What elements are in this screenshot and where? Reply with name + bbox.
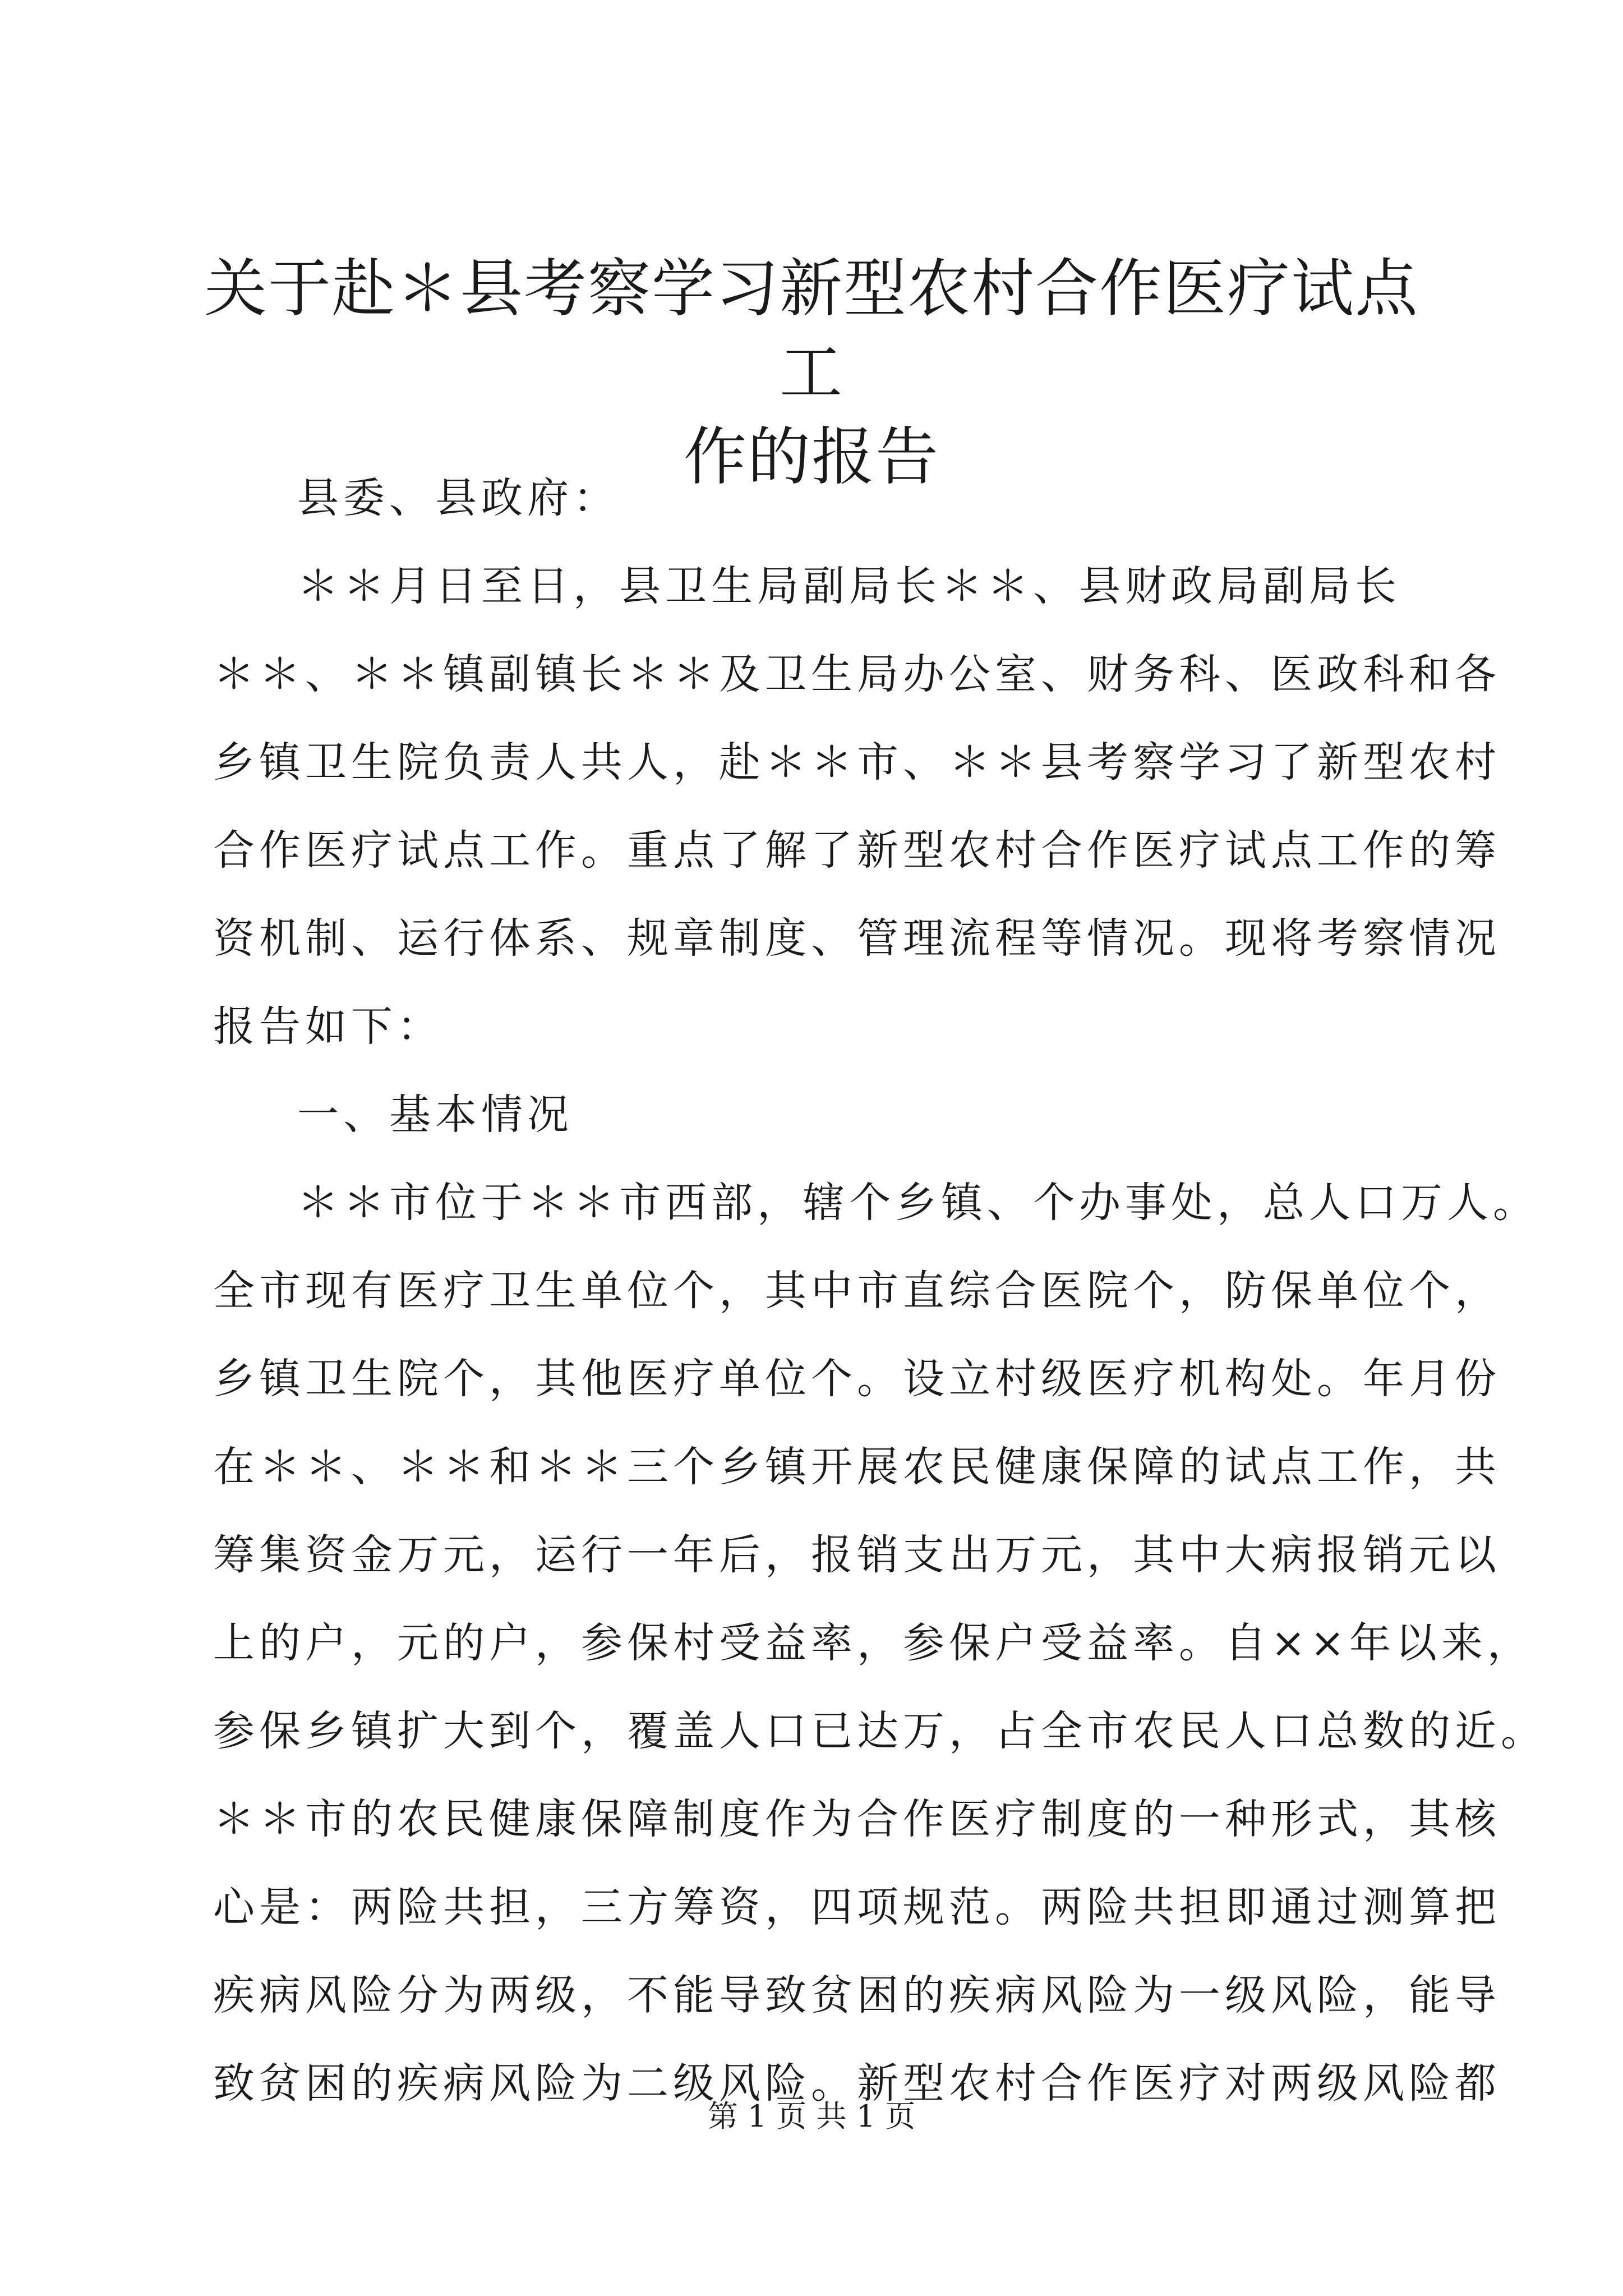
paragraph-line: ＊＊市位于＊＊市西部，辖个乡镇、个办事处，总人口万人。 bbox=[297, 1179, 1539, 1227]
paragraph-line: 资机制、运行体系、规章制度、管理流程等情况。现将考察情况 bbox=[213, 914, 1501, 963]
paragraph-line: 心是：两险共担，三方筹资，四项规范。两险共担即通过测算把 bbox=[213, 1883, 1501, 1931]
paragraph-line: ＊＊月日至日，县卫生局副局长＊＊、县财政局副局长 bbox=[297, 562, 1401, 610]
paragraph-line: 乡镇卫生院个，其他医疗单位个。设立村级医疗机构处。年月份 bbox=[213, 1355, 1501, 1403]
document-body bbox=[213, 454, 1547, 2128]
title-line: 关于赴＊县考察学习新型农村合作医疗试点工 bbox=[204, 252, 1419, 409]
page-footer bbox=[0, 2097, 1623, 2136]
title-line: 作的报告 bbox=[684, 421, 939, 494]
paragraph-line: 筹集资金万元，运行一年后，报销支出万元，其中大病报销元以 bbox=[213, 1531, 1501, 1579]
paragraph-line: ＊＊市的农民健康保障制度作为合作医疗制度的一种形式，其核 bbox=[213, 1795, 1501, 1843]
paragraph-line: 报告如下： bbox=[213, 1002, 443, 1051]
salutation: 县委、县政府： bbox=[297, 474, 619, 522]
paragraph-line: 上的户，元的户，参保村受益率，参保户受益率。自××年以来， bbox=[213, 1619, 1534, 1667]
paragraph-line: ＊＊、＊＊镇副镇长＊＊及卫生局办公室、财务科、医政科和各 bbox=[213, 650, 1501, 698]
paragraph-line: 乡镇卫生院负责人共人，赴＊＊市、＊＊县考察学习了新型农村 bbox=[213, 738, 1501, 786]
section-heading: 一、基本情况 bbox=[297, 1091, 573, 1139]
paragraph-line: 参保乡镇扩大到个，覆盖人口已达万，占全市农民人口总数的近。 bbox=[213, 1707, 1547, 1755]
paragraph-line: 致贫困的疾病风险为二级风险。新型农村合作医疗对两级风险都 bbox=[213, 2059, 1501, 2108]
page-number-label: 第 1 页 共 1 页 bbox=[707, 2099, 916, 2134]
paragraph-line: 疾病风险分为两级，不能导致贫困的疾病风险为一级风险，能导 bbox=[213, 1971, 1501, 2019]
paragraph-line: 全市现有医疗卫生单位个，其中市直综合医院个，防保单位个， bbox=[213, 1267, 1501, 1315]
paragraph-line: 合作医疗试点工作。重点了解了新型农村合作医疗试点工作的筹 bbox=[213, 826, 1501, 875]
paragraph-line: 在＊＊、＊＊和＊＊三个乡镇开展农民健康保障的试点工作，共 bbox=[213, 1443, 1501, 1491]
